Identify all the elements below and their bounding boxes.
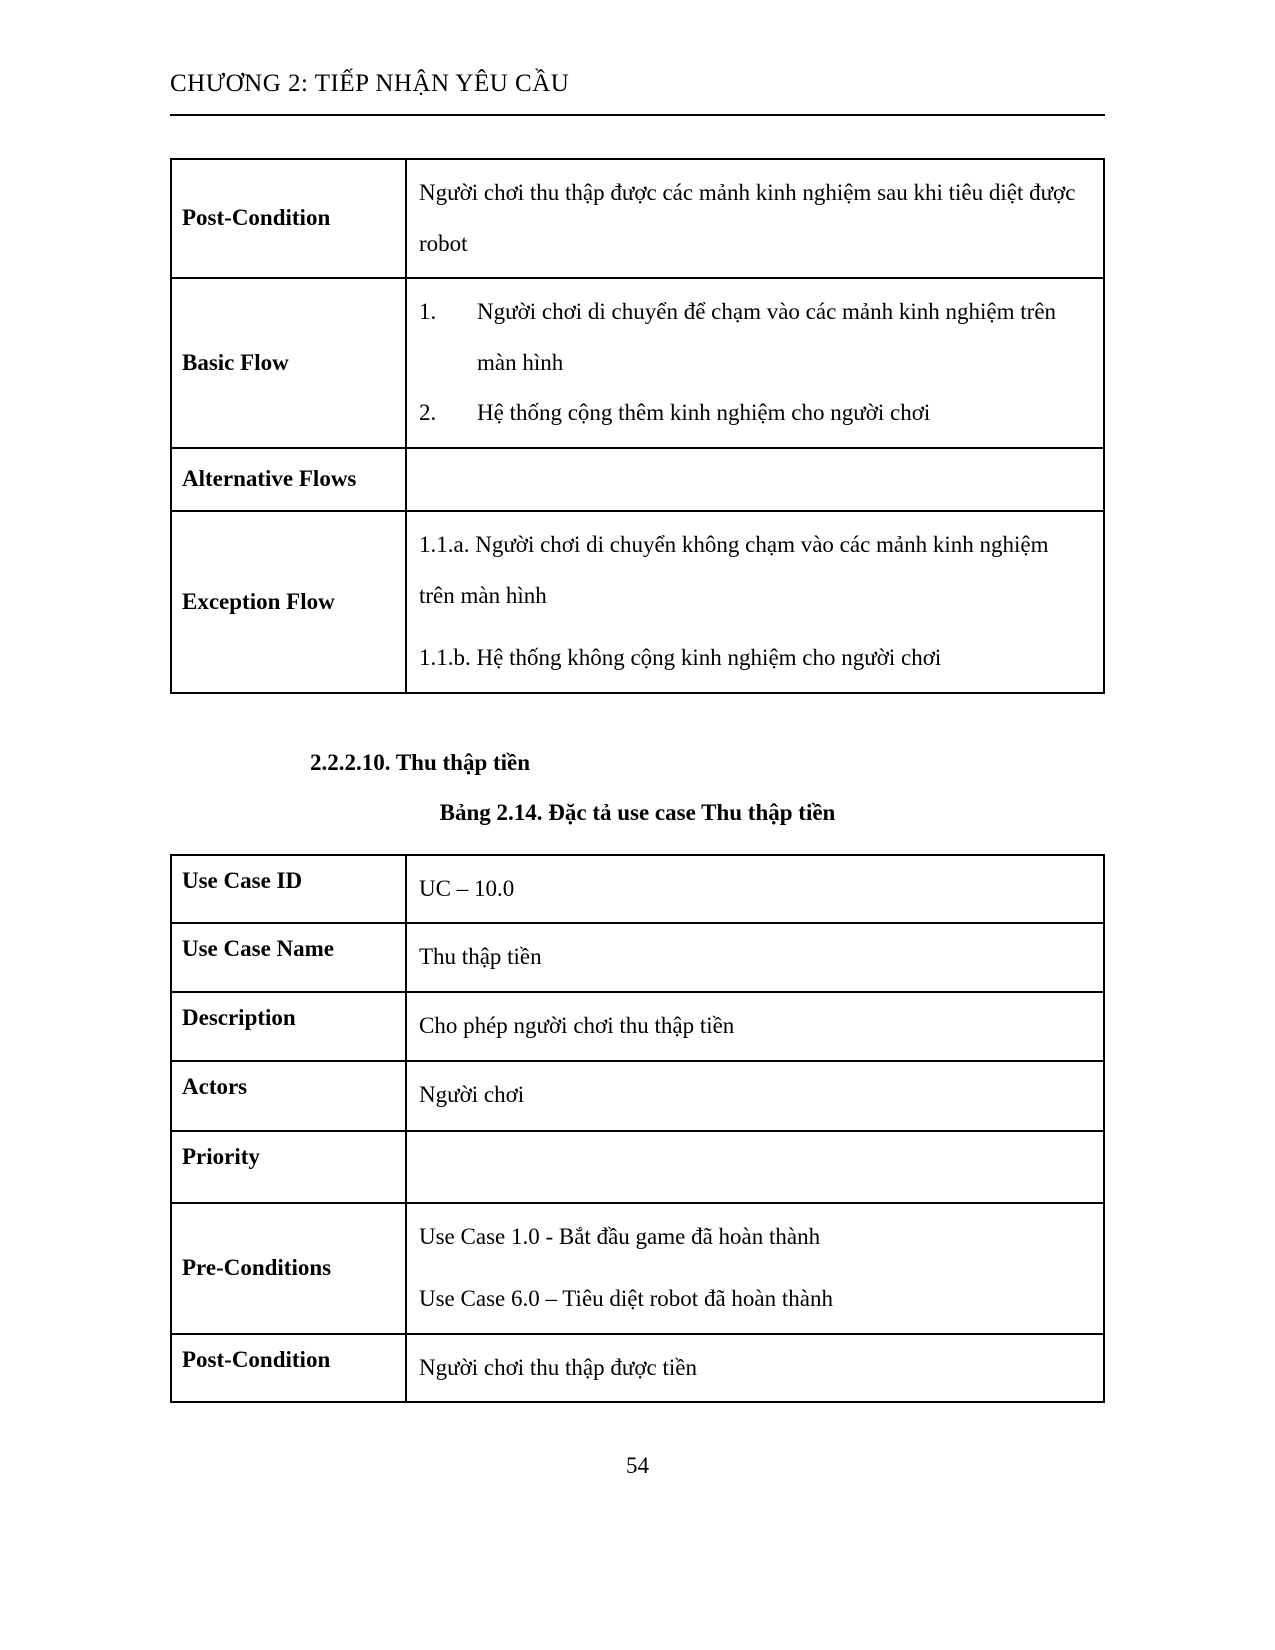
cell-text: Người chơi xyxy=(419,1081,525,1107)
table-row-use-case-name xyxy=(171,923,1104,992)
table-row-post-condition xyxy=(171,1334,1104,1403)
row-content-use-case-id xyxy=(406,855,1104,924)
section-heading: 2.2.2.10. Thu thập tiền xyxy=(310,749,531,775)
row-label-pre-conditions: Pre-Conditions xyxy=(171,1203,406,1334)
table-row-description xyxy=(171,992,1104,1061)
flow-step xyxy=(419,287,1089,388)
row-label-description: Description xyxy=(171,992,406,1061)
row-content-post-condition xyxy=(406,159,1104,278)
chapter-title: CHƯƠNG 2: TIẾP NHẬN YÊU CẦU xyxy=(170,70,570,97)
table-row-exception-flow xyxy=(171,511,1104,693)
page-number: 54 xyxy=(626,1453,649,1479)
row-content-exception-flow xyxy=(406,511,1104,693)
cell-text: 1.1.a. Người chơi di chuyển không chạm vào các mảnh kinh nghiệm trên màn hình xyxy=(419,531,1049,608)
table-row-pre-conditions xyxy=(171,1203,1104,1334)
flow-step-number: 1. xyxy=(419,299,437,325)
header-divider xyxy=(170,114,1105,116)
table-row-priority xyxy=(171,1131,1104,1203)
cell-text: Use Case 1.0 - Bắt đầu game đã hoàn thành xyxy=(419,1223,821,1249)
cell-text: UC – 10.0 xyxy=(419,875,515,901)
row-content-post-condition xyxy=(406,1334,1104,1403)
row-label-basic-flow: Basic Flow xyxy=(171,278,406,448)
table-row-actors xyxy=(171,1061,1104,1131)
row-label-post-condition: Post-Condition xyxy=(171,1334,406,1403)
row-label-priority: Priority xyxy=(171,1131,406,1203)
table-row-use-case-id xyxy=(171,855,1104,924)
row-content-description xyxy=(406,992,1104,1061)
use-case-table-experience xyxy=(170,158,1105,694)
row-content-basic-flow xyxy=(406,278,1104,448)
row-label-post-condition: Post-Condition xyxy=(171,159,406,278)
flow-step-number: 2. xyxy=(419,400,437,426)
cell-text: Cho phép người chơi thu thập tiền xyxy=(419,1012,735,1038)
cell-text: Người chơi thu thập được các mảnh kinh nghiệm sau khi tiêu diệt được robot xyxy=(419,180,1076,256)
row-content-use-case-name xyxy=(406,923,1104,992)
row-label-exception-flow: Exception Flow xyxy=(171,511,406,693)
cell-text: 1.1.b. Hệ thống không cộng kinh nghiệm cho người chơi xyxy=(419,645,942,671)
table-row-basic-flow xyxy=(171,278,1104,448)
row-label-use-case-id: Use Case ID xyxy=(171,855,406,924)
cell-text: Người chơi thu thập được tiền xyxy=(419,1354,697,1380)
row-content-priority xyxy=(406,1131,1104,1203)
flow-step xyxy=(419,388,1089,439)
row-label-actors: Actors xyxy=(171,1061,406,1131)
use-case-table-money xyxy=(170,854,1105,1404)
table-caption: Bảng 2.14. Đặc tả use case Thu thập tiền xyxy=(439,799,836,825)
row-content-alternative-flows xyxy=(406,448,1104,511)
table-row-alternative-flows xyxy=(171,448,1104,511)
cell-text: Use Case 6.0 – Tiêu diệt robot đã hoàn thành xyxy=(419,1286,833,1312)
row-content-pre-conditions xyxy=(406,1203,1104,1334)
row-content-actors xyxy=(406,1061,1104,1131)
table-row-post-condition xyxy=(171,159,1104,278)
row-label-alternative-flows: Alternative Flows xyxy=(171,448,406,511)
flow-step-text: Hệ thống cộng thêm kinh nghiệm cho người chơi xyxy=(477,400,931,426)
cell-text: Thu thập tiền xyxy=(419,944,542,970)
flow-step-text: Người chơi di chuyển để chạm vào các mảnh kinh nghiệm trên màn hình xyxy=(477,299,1057,375)
row-label-use-case-name: Use Case Name xyxy=(171,923,406,992)
chapter-header xyxy=(170,70,1105,98)
